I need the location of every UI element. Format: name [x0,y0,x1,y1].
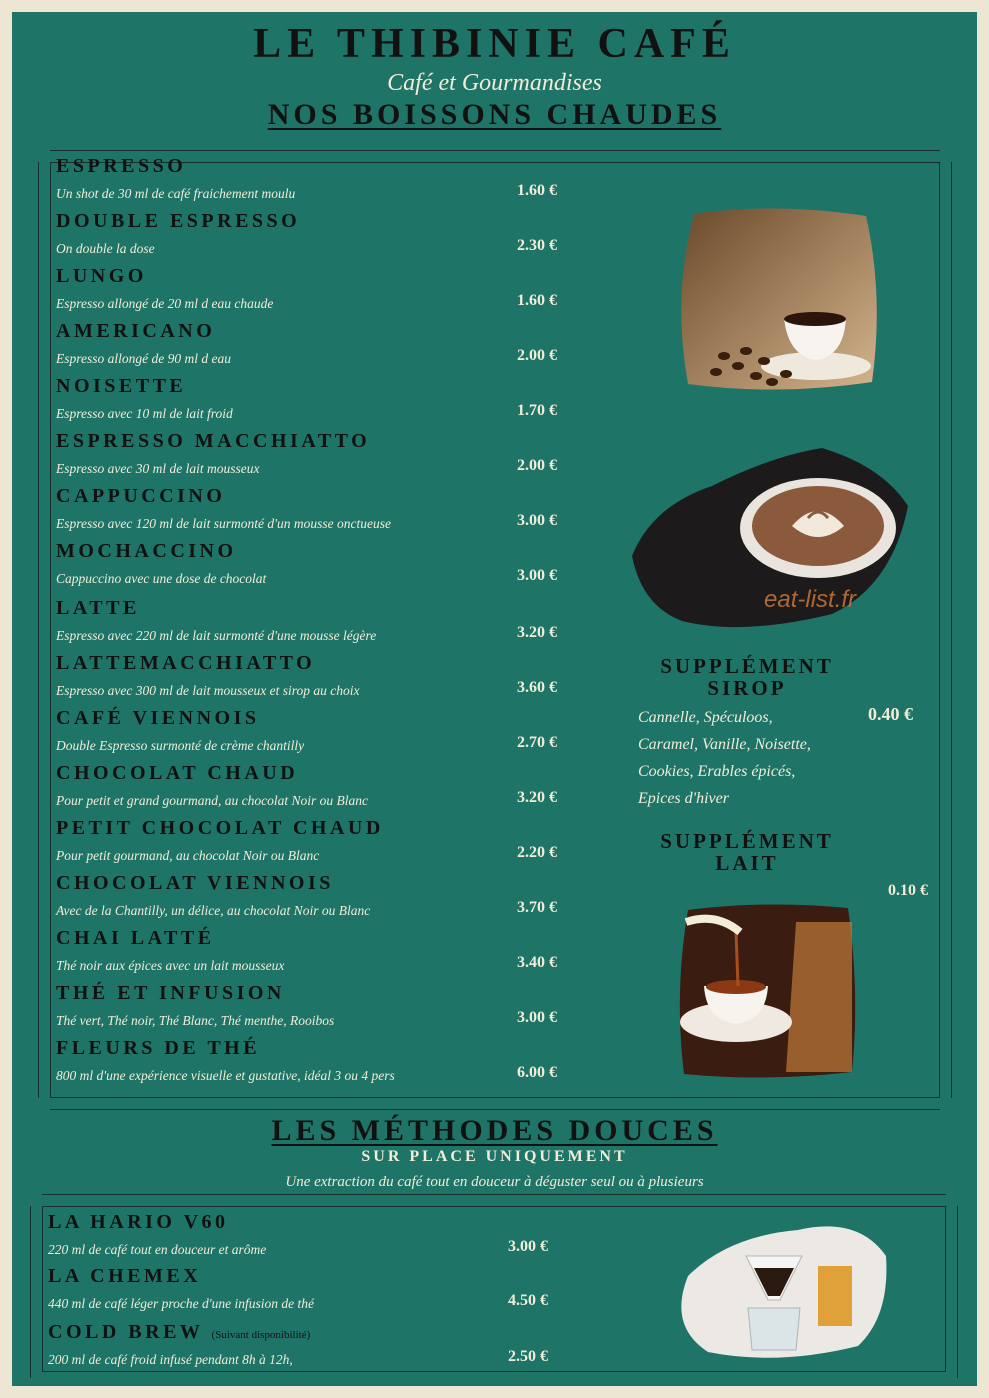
item-name: CHOCOLAT CHAUD [56,762,299,784]
soft-methods-subheading: SUR PLACE UNIQUEMENT [361,1148,628,1165]
item-desc: Cappuccino avec une dose de chocolat [56,571,267,586]
item-name: CAPPUCCINO [56,485,226,507]
item-name: AMERICANO [56,320,216,342]
item-desc: Espresso avec 300 ml de lait mousseux et sirop au choix [56,683,360,698]
cafe-title: LE THIBINIE CAFÉ [253,21,736,67]
availability-note: (Suivant disponibilité) [211,1329,311,1341]
item-name: THÉ ET INFUSION [56,982,285,1004]
item-price: 2.00 € [517,457,557,474]
item-name: LUNGO [56,265,147,287]
pour-over-coffee-photo [668,1216,892,1362]
item-price: 1.70 € [517,402,557,419]
item-name: LA HARIO V60 [48,1211,229,1233]
soft-methods-tagline: Une extraction du café tout en douceur à déguster seul ou à plusieurs [285,1174,704,1190]
hot-drinks-heading: NOS BOISSONS CHAUDES [267,98,722,131]
item-price: 2.00 € [517,347,557,364]
item-desc: Espresso avec 10 ml de lait froid [56,406,233,421]
item-desc: Espresso allongé de 90 ml d eau [56,351,231,366]
coffee-beans-cup-photo [676,206,882,392]
item-price: 3.20 € [517,624,557,641]
item-price: 3.00 € [508,1238,548,1255]
item-desc: 200 ml de café froid infusé pendant 8h à 12h, [48,1352,293,1367]
item-desc: Thé vert, Thé noir, Thé Blanc, Thé menthe, Rooibos [56,1013,335,1028]
soft-methods-heading: LES MÉTHODES DOUCES [271,1114,718,1147]
item-name: LATTEMACCHIATTO [56,652,316,674]
item-price: 3.60 € [517,679,557,696]
item-price: 3.00 € [517,1009,557,1026]
item-desc: Pour petit et grand gourmand, au chocolat Noir ou Blanc [56,793,368,808]
item-price: 6.00 € [517,1064,557,1081]
item-price: 1.60 € [517,292,557,309]
item-name: CHAI LATTÉ [56,927,215,949]
item-name: DOUBLE ESPRESSO [56,210,301,232]
item-name: FLEURS DE THÉ [56,1037,261,1059]
item-price: 3.00 € [517,512,557,529]
item-desc: 220 ml de café tout en douceur et arôme [48,1242,267,1257]
sirop-flavor-line: Cannelle, Spéculoos, [638,709,773,726]
item-name: ESPRESSO MACCHIATTO [56,430,371,452]
item-desc: Avec de la Chantilly, un délice, au chocolat Noir ou Blanc [56,903,371,918]
item-name: PETIT CHOCOLAT CHAUD [56,817,384,839]
item-price: 2.20 € [517,844,557,861]
item-price: 2.70 € [517,734,557,751]
supplement-lait-title-line2: LAIT [715,851,779,875]
item-name: COLD BREW (Suivant disponibilité) [48,1321,311,1343]
item-price: 2.50 € [508,1348,548,1365]
item-desc: Double Espresso surmonté de crème chantilly [56,738,305,753]
item-price: 2.30 € [517,237,557,254]
sirop-flavor-line: Epices d'hiver [638,790,729,807]
item-desc: On double la dose [56,241,155,256]
item-price: 1.60 € [517,182,557,199]
sirop-price: 0.40 € [868,704,913,724]
item-name: NOISETTE [56,375,187,397]
item-price: 3.40 € [517,954,557,971]
item-desc: Espresso avec 220 ml de lait surmonté d'une mousse légère [56,628,377,643]
supplement-sirop-title-line2: SIROP [707,676,787,700]
item-price: 3.20 € [517,789,557,806]
item-desc: Un shot de 30 ml de café fraichement moulu [56,186,296,201]
item-name: LATTE [56,597,140,619]
item-name: LA CHEMEX [48,1265,202,1287]
item-price: 3.00 € [517,567,557,584]
supplement-sirop-title-line1: SUPPLÉMENT [660,654,834,678]
supplement-lait-title-line1: SUPPLÉMENT [660,829,834,853]
cafe-subtitle: Café et Gourmandises [387,70,602,96]
item-name: MOCHACCINO [56,540,237,562]
item-desc: 800 ml d'une expérience visuelle et gustative, idéal 3 ou 4 pers [56,1068,395,1083]
item-name: ESPRESSO [56,155,187,177]
supplement-sirop-title [632,655,862,699]
lait-price: 0.10 € [888,882,928,899]
item-desc: Espresso allongé de 20 ml d eau chaude [56,296,274,311]
item-desc: Pour petit gourmand, au chocolat Noir ou Blanc [56,848,320,863]
tea-pouring-photo [676,902,860,1078]
item-desc: Espresso avec 120 ml de lait surmonté d'un mousse onctueuse [56,516,391,531]
watermark: eat-list.fr [764,586,857,613]
menu-page [12,12,977,1386]
item-name: CAFÉ VIENNOIS [56,707,260,729]
sirop-flavors [638,704,811,812]
item-desc: Thé noir aux épices avec un lait mousseux [56,958,285,973]
supplement-lait-title [632,830,862,874]
sirop-flavor-line: Caramel, Vanille, Noisette, [638,736,811,753]
item-desc: 440 ml de café léger proche d'une infusion de thé [48,1296,314,1311]
item-name: CHOCOLAT VIENNOIS [56,872,334,894]
item-price: 3.70 € [517,899,557,916]
item-desc: Espresso avec 30 ml de lait mousseux [56,461,260,476]
item-price: 4.50 € [508,1292,548,1309]
sirop-flavor-line: Cookies, Erables épicés, [638,763,796,780]
